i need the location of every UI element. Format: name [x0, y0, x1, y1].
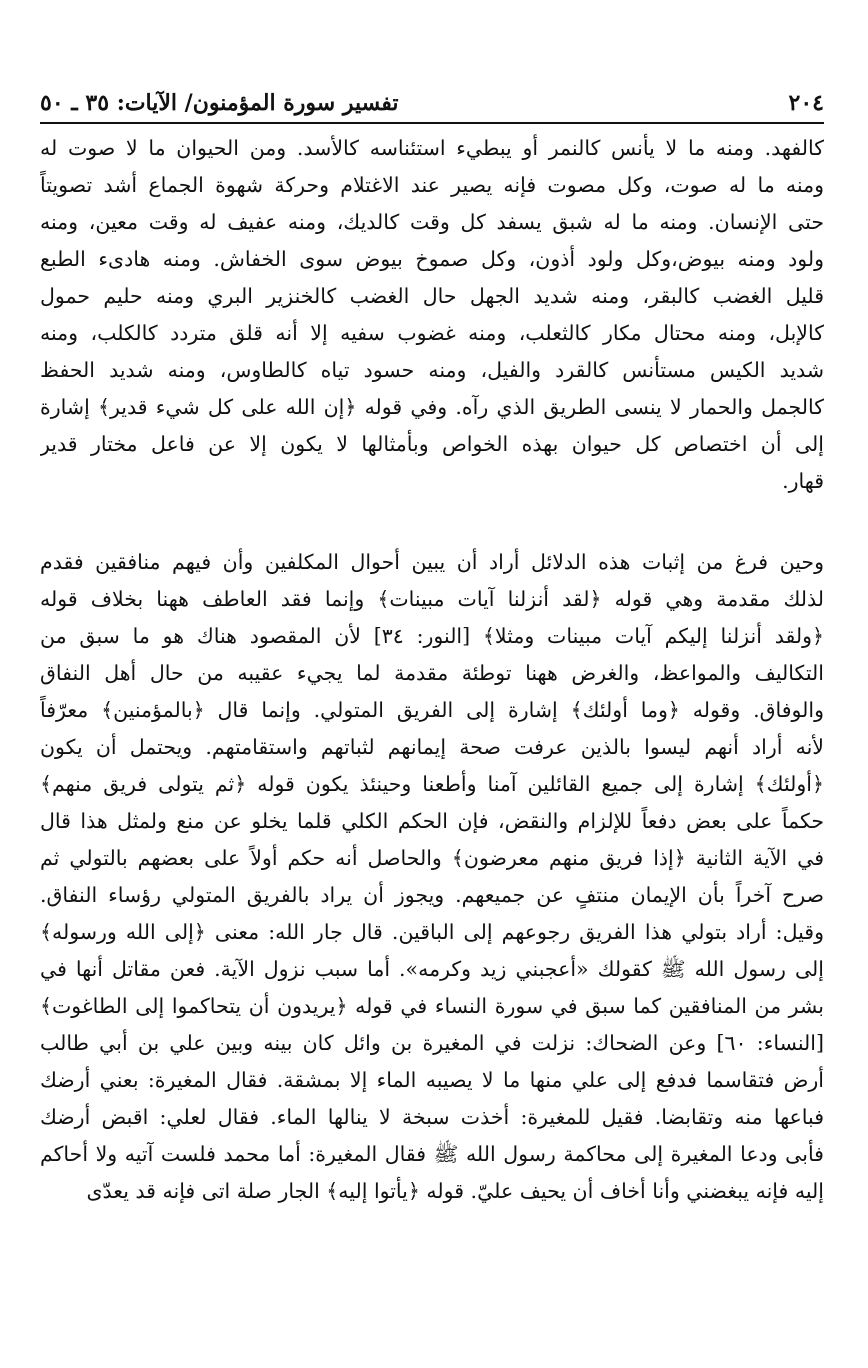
text-line: وحين فرغ من إثبات هذه الدلائل أراد أن يبين أحوال المكلفين وأن فيهم منافقين فقدم	[40, 550, 824, 574]
paragraph-gap	[40, 500, 824, 544]
text-line: إليه فإنه يبغضني وأنا أخاف أن يحيف عليّ. قوله ﴿يأتوا إليه﴾ الجار صلة اتى فإنه قد يعدّى	[86, 1179, 824, 1203]
text-line: ﴿أولئك﴾ إشارة إلى جميع القائلين آمنا وأطعنا وحينئذ يكون قوله ﴿ثم يتولى فريق منهم﴾	[40, 772, 824, 796]
running-title: تفسير سورة المؤمنون/ الآيات: ٣٥ ـ ٥٠	[40, 90, 399, 116]
book-page	[40, 86, 824, 1210]
text-line: لذلك مقدمة وهي قوله ﴿لقد أنزلنا آيات مبينات﴾ وإنما فقد العاطف ههنا بخلاف قوله	[40, 587, 824, 611]
text-line: بشر من المنافقين كما سبق في سورة النساء في قوله ﴿يريدون أن يتحاكموا إلى الطاغوت﴾	[40, 994, 824, 1018]
text-line: [النساء: ٦٠] وعن الضحاك: نزلت في المغيرة بن وائل كان بينه وبين علي بن أبي طالب	[40, 1031, 824, 1055]
text-line: ومنه ما له صوت، وكل مصوت فإنه يصير عند الاغتلام وحركة شهوة الجماع أشد تصويتاً	[40, 173, 824, 197]
header-rule	[40, 122, 824, 124]
text-line: إلى رسول الله ﷺ كقولك «أعجبني زيد وكرمه». أما سبب نزول الآية. فعن مقاتل أنها في	[40, 957, 824, 981]
text-line: فباعها منه وتقابضا. فقيل للمغيرة: أخذت سبخة لا ينالها الماء. فقال لعلي: اقبض أرضك	[40, 1105, 824, 1129]
page-header	[40, 86, 824, 120]
text-line: فأبى ودعا المغيرة إلى محاكمة رسول الله ﷺ فقال المغيرة: أما محمد فلست آتيه ولا أحاكم	[40, 1142, 824, 1166]
text-line: قهار.	[782, 469, 824, 493]
page-number: ٢٠٤	[788, 90, 824, 116]
text-line: كالإبل، ومنه محتال مكار كالثعلب، ومنه غضوب سفيه إلا أنه قلق متردد كالكلب، ومنه	[40, 321, 824, 345]
text-line: حكماً على بعض دفعاً للإلزام والنقض، فإن الحكم الكلي قلما يخلو عن منع ولمثل هذا قال	[40, 809, 824, 833]
paragraph	[40, 130, 824, 500]
text-line: لأنه أراد أنهم ليسوا بالذين عرفت صحة إيمانهم لثباتهم واستقامتهم. ويحتمل أن يكون	[40, 735, 824, 759]
text-line: والوفاق. وقوله ﴿وما أولئك﴾ إشارة إلى الفريق المتولي. وإنما قال ﴿بالمؤمنين﴾ معرّفاً	[40, 698, 824, 722]
text-line: أرض فتقاسما فدفع إلى علي منها ما لا يصيبه الماء إلا بمشقة. فقال المغيرة: بعني أرضك	[40, 1068, 824, 1092]
text-line: وقيل: أراد بتولي هذا الفريق رجوعهم إلى الباقين. قال جار الله: معنى ﴿إلى الله ورسوله﴾	[40, 920, 824, 944]
text-line: كالفهد. ومنه ما لا يأنس كالنمر أو يبطيء استئناسه كالأسد. ومن الحيوان ما لا صوت له	[40, 136, 824, 160]
text-line: التكاليف والمواعظ، والغرض ههنا توطئة مقدمة لما يجيء عقيبه من حال أهل النفاق	[40, 661, 824, 685]
text-line: ولود ومنه بيوض،وكل ولود أذون، وكل صموخ بيوض سوى الخفاش. ومنه هادىء الطبع	[40, 247, 824, 271]
paragraph	[40, 544, 824, 1210]
text-line: قليل الغضب كالبقر، ومنه شديد الجهل حال الغضب كالخنزير البري ومنه حليم حمول	[40, 284, 824, 308]
text-line: ﴿ولقد أنزلنا إليكم آيات مبينات ومثلا﴾ [النور: ٣٤] لأن المقصود هناك هو ما سبق من	[40, 624, 824, 648]
text-line: صرح آخراً بأن الإيمان منتفٍ عن جميعهم. ويجوز أن يراد بالفريق المتولي رؤساء النفاق.	[40, 883, 824, 907]
text-line: في الآية الثانية ﴿إذا فريق منهم معرضون﴾ والحاصل أنه حكم أولاً على بعضهم بالتولي ثم	[40, 846, 824, 870]
text-line: شديد الكيس مستأنس كالقرد والفيل، ومنه حسود تياه كالطاوس، ومنه شديد الحفظ	[40, 358, 824, 382]
text-line: إلى أن اختصاص كل حيوان بهذه الخواص وبأمثالها لا يكون إلا عن فاعل مختار قدير	[40, 432, 824, 456]
text-line: كالجمل والحمار لا ينسى الطريق الذي رآه. وفي قوله ﴿إن الله على كل شيء قدير﴾ إشارة	[40, 395, 824, 419]
text-line: حتى الإنسان. ومنه ما له شبق يسفد كل وقت كالديك، ومنه عفيف له وقت معين، ومنه	[40, 210, 824, 234]
